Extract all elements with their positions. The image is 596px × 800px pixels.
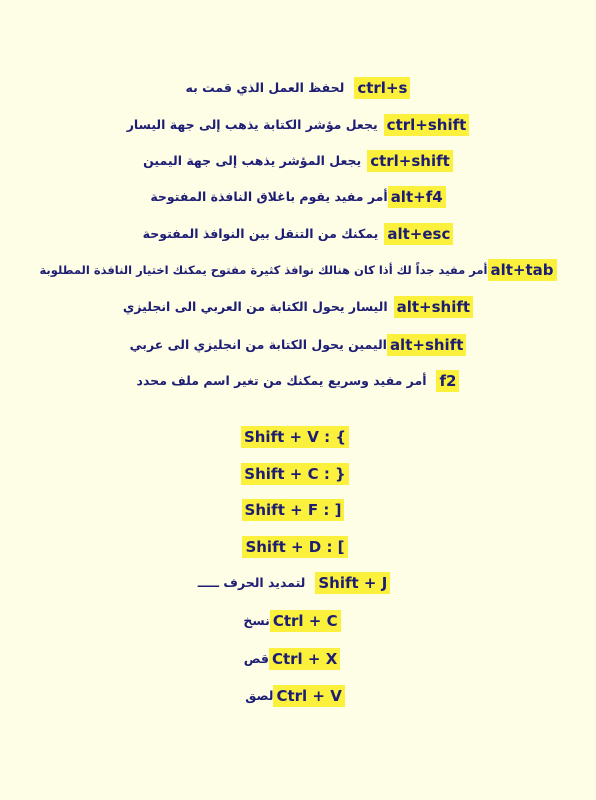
shortcut-description: يمكنك من التنقل بين النوافذ المفتوحة bbox=[142, 226, 379, 241]
shortcut-key: Ctrl + V bbox=[273, 685, 344, 707]
shortcut-line-f2 bbox=[0, 369, 596, 393]
shortcut-line-ctrl-s bbox=[0, 76, 596, 100]
shortcut-line-ctrl-shift-left bbox=[0, 113, 596, 137]
shortcut-description: أمر مفيد جداً لك أذا كان هنالك نوافذ كثيرة مفتوح يمكنك اختيار النافذة المطلوبة bbox=[39, 263, 488, 277]
shortcut-key: Shift + C : } bbox=[241, 463, 348, 485]
shortcut-description: اليسار يحول الكتابة من العربي الى انجليزي bbox=[122, 299, 388, 314]
shortcut-key: Shift + F : ] bbox=[242, 499, 345, 521]
symbol-line-close-bracket bbox=[0, 498, 591, 522]
symbol-line-open-bracket bbox=[0, 535, 593, 559]
shortcut-key: Shift + V : { bbox=[241, 426, 349, 448]
symbol-line-cut bbox=[0, 647, 590, 671]
shortcut-key: Shift + D : [ bbox=[242, 536, 347, 558]
shortcut-key: alt+tab bbox=[488, 259, 557, 281]
shortcut-key: Ctrl + X bbox=[269, 648, 340, 670]
shortcut-key: alt+shift bbox=[387, 334, 466, 356]
shortcut-description: يجعل مؤشر الكتابة يذهب إلى جهة اليسار bbox=[126, 117, 378, 132]
shortcut-key: Ctrl + C bbox=[270, 610, 341, 632]
shortcut-description: أمر مفيد يقوم باغلاق النافذة المفتوحة bbox=[150, 189, 388, 204]
shortcut-key: alt+f4 bbox=[388, 186, 446, 208]
shortcut-description: اليمين يحول الكتابة من انجليزي الى عربي bbox=[129, 337, 387, 352]
shortcut-line-alt-f4 bbox=[0, 185, 596, 209]
symbol-line-copy bbox=[0, 609, 590, 633]
symbol-line-open-brace bbox=[0, 425, 593, 449]
shortcut-description: قص bbox=[243, 651, 269, 666]
shortcut-description: أمر مفيد وسريع يمكنك من تغير اسم ملف محدد bbox=[136, 373, 427, 388]
shortcut-description: لتمديد الحرف ـــــ bbox=[197, 575, 306, 590]
shortcut-line-alt-esc bbox=[0, 222, 596, 246]
symbol-line-paste bbox=[0, 684, 593, 708]
shortcut-description: لصق bbox=[245, 688, 274, 703]
shortcut-key: ctrl+s bbox=[354, 77, 410, 99]
shortcut-line-alt-shift-right bbox=[0, 333, 596, 357]
symbol-line-stretch-letter bbox=[0, 571, 592, 595]
shortcut-description: يجعل المؤشر يذهب إلى جهة اليمين bbox=[143, 153, 362, 168]
shortcut-key: alt+shift bbox=[394, 296, 473, 318]
shortcut-line-alt-shift-left bbox=[0, 295, 596, 319]
symbol-line-close-brace bbox=[0, 462, 593, 486]
shortcut-description: نسخ bbox=[243, 613, 270, 628]
shortcut-line-ctrl-shift-right bbox=[0, 149, 596, 173]
shortcut-description: لحفظ العمل الذي قمت به bbox=[185, 80, 345, 95]
shortcut-key: f2 bbox=[436, 370, 459, 392]
shortcut-line-alt-tab bbox=[0, 258, 596, 282]
shortcut-key: alt+esc bbox=[384, 223, 453, 245]
shortcut-key: Shift + J bbox=[315, 572, 390, 594]
shortcut-key: ctrl+shift bbox=[367, 150, 453, 172]
shortcut-key: ctrl+shift bbox=[384, 114, 470, 136]
